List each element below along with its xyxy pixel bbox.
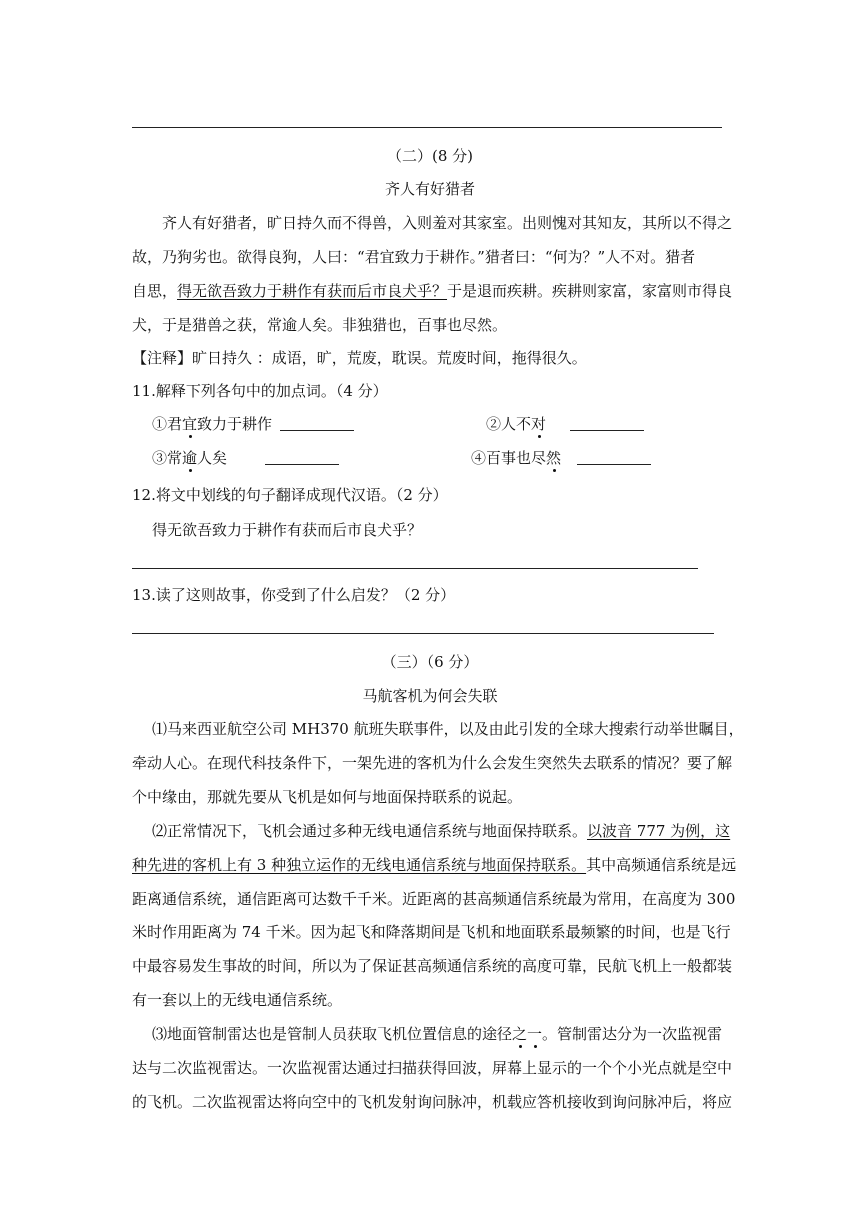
answer-blank[interactable]: [265, 450, 339, 465]
section2-heading: （二）(8 分): [386, 147, 474, 165]
q13-answer-line[interactable]: [132, 633, 714, 634]
para-text: ⑶地面管制雷达也是管制人员获取飞机位置信息的途径: [152, 1025, 513, 1043]
p2-line-4: 米时作用距离为 74 千米。因为起飞和降落期间是飞机和地面联系最频繁的时间，也是飞行: [132, 923, 731, 941]
para-text: 于是退而疾耕。疾耕则家富，家富则市得良: [447, 282, 733, 300]
p3-line-3: 的飞机。二次监视雷达将向空中的飞机发射询问脉冲，机载应答机接收到询问脉冲后，将应: [132, 1093, 733, 1111]
answer-blank[interactable]: [577, 450, 651, 465]
dotted-word: 对: [531, 415, 547, 433]
section2-title: 齐人有好猎者: [384, 180, 475, 198]
p2-line-2: [132, 856, 736, 874]
section2-note: 【注释】旷日持久 ：成语，旷，荒废，耽误。荒废时间，拖得很久。: [132, 349, 587, 367]
answer-blank[interactable]: [280, 416, 354, 431]
p2-line-3: 距离通信系统，通信距离可达数千千米。近距离的甚高频通信系统最为常用，在高度为 300: [132, 890, 736, 908]
p3-line-1: [152, 1025, 722, 1043]
underlined-sentence: 得无欲吾致力于耕作有获而后市良犬乎？: [177, 282, 448, 300]
p2-line-5: 中最容易发生事故的时间，所以为了保证甚高频通信系统的高度可靠，民航飞机上一般都装: [132, 957, 733, 975]
q12-sentence: 得无欲吾致力于耕作有获而后市良犬乎？: [152, 521, 423, 539]
q11-item-1: [152, 415, 354, 433]
item-text: 致力于耕作: [197, 415, 273, 433]
item-text: ②人不: [486, 415, 532, 433]
dotted-word: 然: [546, 449, 562, 467]
section3-heading: （三）（6 分）: [381, 653, 479, 671]
para-text: ⑵正常情况下，飞机会通过多种无线电通信系统与地面保持联系。: [152, 822, 588, 840]
para-text: 。管制雷达分为一次监视雷: [542, 1025, 723, 1043]
para-text: 其中高频通信系统是远: [586, 856, 737, 874]
p1-line-3: 个中缘由，那就先要从飞机是如何与地面保持联系的说起。: [132, 788, 523, 806]
p3-line-2: 达与二次监视雷达。一次监视雷达通过扫描获得回波，屏幕上显示的一个个小光点就是空中: [132, 1059, 733, 1077]
question-13: 13.读了这则故事，你受到了什么启发？（2 分）: [132, 586, 456, 604]
q11-item-2: [486, 415, 644, 433]
dotted-word: 一: [527, 1025, 543, 1043]
section2-para-line-1: 齐人有好猎者，旷日持久而不得兽，入则羞对其家室。出则愧对其知友，其所以不得之: [162, 214, 733, 232]
p1-line-2: 牵动人心。在现代科技条件下，一架先进的客机为什么会发生突然失去联系的情况？要了解: [132, 754, 733, 772]
item-text: ④百事也尽: [471, 449, 547, 467]
p1-line-1: ⑴马来西亚航空公司 MH370 航班失联事件，以及由此引发的全球大搜索行动举世瞩目，: [152, 720, 744, 738]
top-answer-line: [132, 127, 722, 128]
item-text: ①君: [152, 415, 183, 433]
q12-answer-line[interactable]: [132, 568, 698, 569]
dotted-word: 宜: [182, 415, 198, 433]
question-11: 11.解释下列各句中的加点词。（4 分）: [132, 382, 388, 400]
section3-title: 马航客机为何会失联: [362, 687, 498, 705]
dotted-word: 逾: [182, 449, 198, 467]
question-12: 12.将文中划线的句子翻译成现代汉语。（2 分）: [132, 486, 448, 504]
item-text: ③常: [152, 449, 183, 467]
item-text: 人矣: [197, 449, 228, 467]
underlined-sentence: 种先进的客机上有 3 种独立运作的无线电通信系统与地面保持联系。: [132, 856, 587, 874]
q11-item-3: [152, 449, 339, 467]
answer-blank[interactable]: [570, 416, 644, 431]
q11-item-4: [471, 449, 651, 467]
underlined-sentence: 以波音 777 为例，这: [587, 822, 731, 840]
section2-para-line-2: 故，乃狗劣也。欲得良狗，人曰：“君宜致力于耕作。”猎者曰：“何为？”人不对。猎者: [132, 248, 696, 266]
section2-para-line-3: [132, 282, 732, 300]
para-text: 自思，: [132, 282, 178, 300]
dotted-word: 之: [512, 1025, 528, 1043]
p2-line-1: [152, 822, 730, 840]
p2-line-6: 有一套以上的无线电通信系统。: [132, 991, 343, 1009]
section2-para-line-4: 犬，于是猎兽之获，常逾人矣。非独猎也，百事也尽然。: [132, 316, 508, 334]
